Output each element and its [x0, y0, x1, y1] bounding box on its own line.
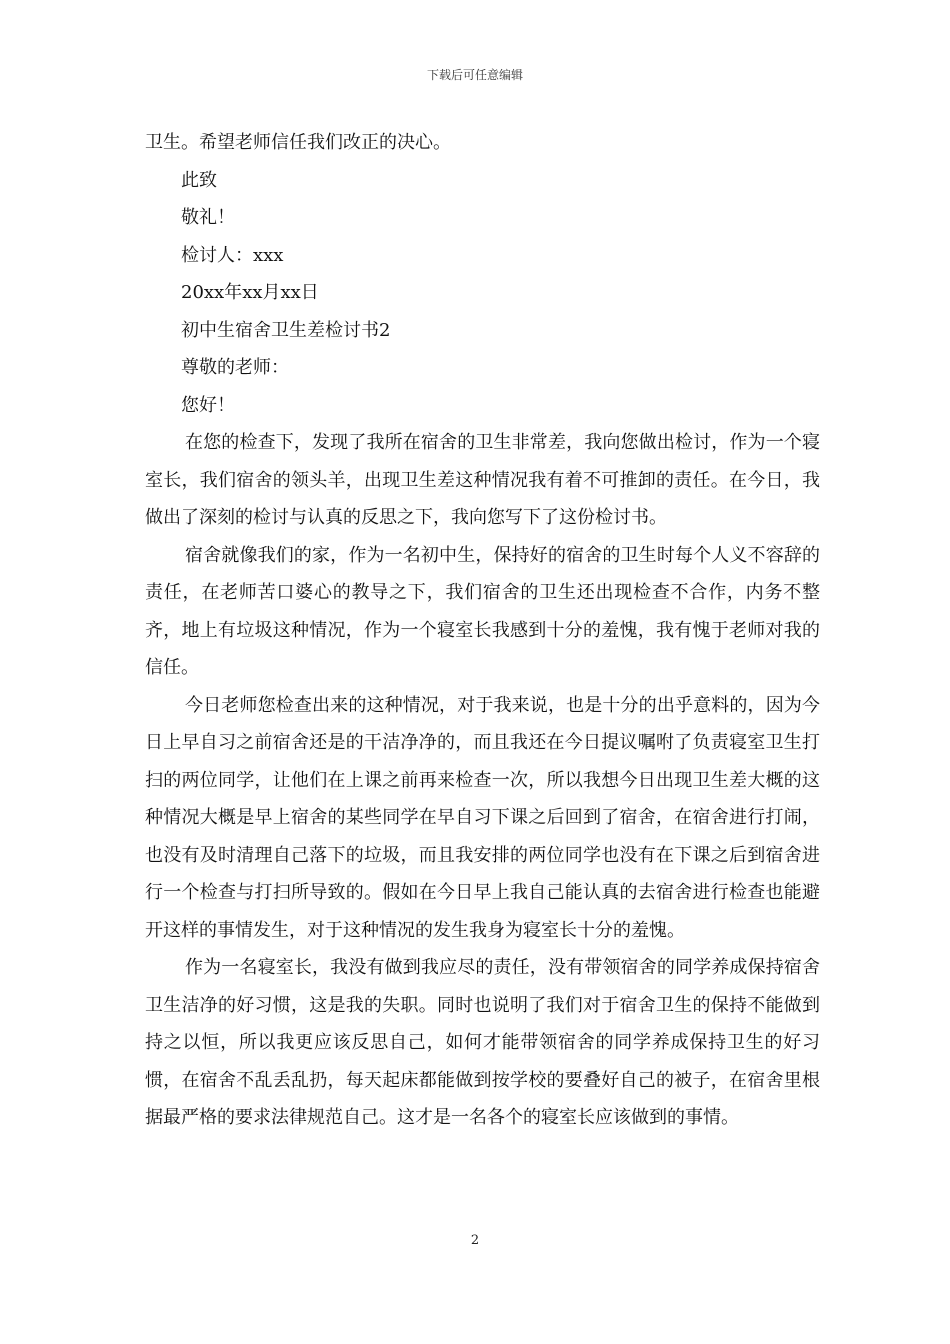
paragraph: 今日老师您检查出来的这种情况，对于我来说，也是十分的出乎意料的，因为今日上早自习之前宿舍还是的干洁净净的，而且我还在今日提议嘱咐了负责寝室卫生打扫的两位同学，让他们在上课之前再来检查一次，所以我想今日出现卫生差大概的这种情况大概是早上宿舍的某些同学在早自习下课之后回到了宿舍，在宿舍进行打闹，也没有及时清理自己落下的垃圾，而且我安排的两位同学也没有在下课之后到宿舍进行一个检查与打扫所导致的。假如在今日早上我自己能认真的去宿舍进行检查也能避开这样的事情发生，对于这种情况的发生我身为寝室长十分的羞愧。: [145, 694, 820, 941]
paragraph: 宿舍就像我们的家，作为一名初中生，保持好的宿舍的卫生时每个人义不容辞的责任，在老师苦口婆心的教导之下，我们宿舍的卫生还出现检查不合作，内务不整齐，地上有垃圾这种情况，作为一个寝室长我感到十分的羞愧，我有愧于老师对我的信任。: [145, 544, 820, 678]
greeting-line: 您好！: [181, 394, 235, 416]
document-body: [145, 124, 820, 1137]
date-line: 20xx年xx月xx日: [181, 282, 319, 303]
paragraph: 在您的检查下，发现了我所在宿舍的卫生非常差，我向您做出检讨，作为一个寝室长，我们宿舍的领头羊，出现卫生差这种情况我有着不可推卸的责任。在今日，我做出了深刻的检讨与认真的反思之下，我向您写下了这份检讨书。: [145, 432, 820, 528]
continued-line: 卫生。希望老师信任我们改正的决心。: [145, 132, 451, 153]
page-number: 2: [470, 1233, 480, 1248]
salute-line: 敬礼！: [181, 207, 235, 228]
signer-line: 检讨人：xxx: [181, 244, 284, 266]
paragraph: 作为一名寝室长，我没有做到我应尽的责任，没有带领宿舍的同学养成保持宿舍卫生洁净的好习惯，这是我的失职。同时也说明了我们对于宿舍卫生的保持不能做到持之以恒，所以我更应该反思自己，如何才能带领宿舍的同学养成保持卫生的好习惯，在宿舍不乱丢乱扔，每天起床都能做到按学校的要叠好自己的被子，在宿舍里根据最严格的要求法律规范自己。这才是一名各个的寝室长应该做到的事情。: [145, 957, 820, 1128]
closing-line: 此致: [181, 169, 217, 191]
document-title: 初中生宿舍卫生差检讨书2: [181, 319, 391, 341]
page-header-note: 下载后可任意编辑: [426, 68, 523, 82]
addressee-line: 尊敬的老师：: [181, 357, 289, 378]
